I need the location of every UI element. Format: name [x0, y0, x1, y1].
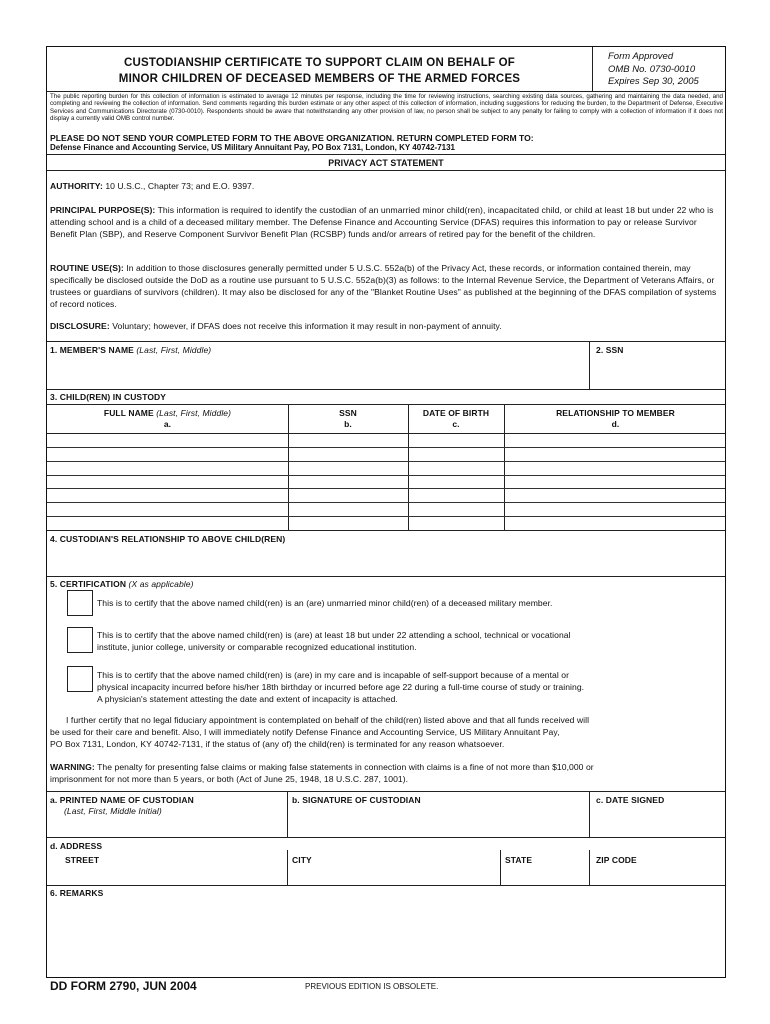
disclosure-paragraph: [50, 320, 722, 332]
approval-line2: OMB No. 0730-0010: [608, 63, 696, 75]
child-dob-cell[interactable]: [410, 448, 502, 460]
burden-statement: The public reporting burden for this collection of information is estimated to average 12 minutes per response, including the time for reviewing instructions, searching existing data sources, gathering and maintaining the data needed, and completing and reviewing the collection of information. Send comments regarding this burden estimate or any other aspect of this collection of information, including suggestions for reducing the burden, to the Department of Defense, Executive Services and Communications Directorate (0730-0010). Respondents should be aware that notwithstanding any other provision of law, no person shall be subject to any penalty for failing to comply with a collection of information if it does not display a currently valid OMB control number.: [50, 93, 723, 122]
city-field[interactable]: [292, 867, 497, 881]
purpose-paragraph: [50, 204, 722, 240]
further-line1: I further certify that no legal fiduciary appointment is contemplated on behalf of the child(ren) listed above and that all funds received will: [66, 715, 590, 725]
certify-minor-checkbox[interactable]: [67, 590, 93, 616]
purpose-text: This information is required to identify the custodian of an unmarried minor child(ren), incapacitated child, or child at least 18 but under 22 who is attending school and is a child of a deceased military member. The Defense Finance and Accounting Service (DFAS) requires this information to pay or release Survivor Benefit Plan (SBP), and Reserve Component Survivor Benefit Plan (RCSBP) funds and/or arrears of retired pay for the benefit of the children.: [50, 205, 714, 239]
col-dob-title: DATE OF BIRTH: [422, 408, 490, 418]
approval-line3: Expires Sep 30, 2005: [608, 76, 699, 87]
child-dob-cell[interactable]: [410, 434, 502, 446]
child-ssn-cell[interactable]: [290, 462, 406, 474]
col-full-name-title: FULL NAME: [103, 408, 154, 418]
child-ssn-cell[interactable]: [290, 489, 406, 501]
routine-use-paragraph: [50, 262, 722, 310]
further-certification: [50, 714, 725, 750]
custodian-signature-label: b. SIGNATURE OF CUSTODIAN: [292, 795, 421, 805]
member-name-label-text: 1. MEMBER'S NAME: [50, 345, 134, 355]
certify-student-line1: This is to certify that the above named child(ren) is (are) at least 18 but under 22 attending a school, technical or vocational: [97, 630, 571, 640]
child-dob-cell[interactable]: [410, 462, 502, 474]
further-line2: be used for their care and benefit. Also, I will immediately notify Defense Finance and Accounting Service, US Military Annuitant Pay,: [50, 727, 560, 737]
form-title-line2: MINOR CHILDREN OF DECEASED MEMBERS OF THE ARMED FORCES: [118, 73, 521, 85]
child-full-name-cell[interactable]: [49, 434, 286, 446]
custodian-printed-name-title: a. PRINTED NAME OF CUSTODIAN: [50, 795, 194, 805]
remarks-label: 6. REMARKS: [50, 888, 104, 898]
previous-edition-note: PREVIOUS EDITION IS OBSOLETE.: [305, 982, 439, 991]
street-label: STREET: [65, 855, 100, 865]
approval-line1: Form Approved: [608, 51, 674, 62]
child-relationship-cell[interactable]: [506, 434, 725, 446]
child-full-name-cell[interactable]: [49, 489, 286, 501]
certify-incapacity-line3: A physician's statement attesting the date and extent of incapacity is attached.: [97, 694, 398, 704]
return-address: Defense Finance and Accounting Service, US Military Annuitant Pay, PO Box 7131, London, KY 40742-7131: [50, 143, 456, 152]
child-ssn-cell[interactable]: [290, 434, 406, 446]
child-relationship-cell[interactable]: [506, 462, 725, 474]
certify-minor-text: This is to certify that the above named child(ren) is an (are) unmarried minor child(ren) of a deceased military member.: [97, 598, 553, 608]
return-warning: PLEASE DO NOT SEND YOUR COMPLETED FORM TO THE ABOVE ORGANIZATION. RETURN COMPLETED FORM TO:: [50, 133, 534, 143]
col-full-name-hint: (Last, First, Middle): [156, 408, 232, 418]
address-label: d. ADDRESS: [50, 841, 103, 851]
col-full-name-header: [47, 408, 288, 430]
col-dob-letter: c.: [452, 419, 460, 429]
remarks-field[interactable]: [50, 901, 722, 973]
omb-approval-block: [608, 51, 699, 89]
col-dob-header: [408, 408, 504, 430]
penalty-warning-label: WARNING:: [50, 762, 95, 772]
col-full-name-letter: a.: [163, 419, 172, 429]
city-label: CITY: [292, 855, 312, 865]
member-name-field[interactable]: [50, 358, 586, 386]
child-relationship-cell[interactable]: [506, 489, 725, 501]
certify-student-line2: institute, junior college, university or comparable recognized educational institution.: [97, 642, 417, 652]
child-ssn-cell[interactable]: [290, 448, 406, 460]
certification-label: [50, 579, 194, 589]
certify-incapacity-text: [97, 669, 722, 705]
child-dob-cell[interactable]: [410, 489, 502, 501]
custodian-relationship-label: 4. CUSTODIAN'S RELATIONSHIP TO ABOVE CHILD(REN): [50, 534, 286, 544]
child-dob-cell[interactable]: [410, 476, 502, 488]
authority-label: AUTHORITY:: [50, 181, 103, 191]
col-relationship-title: RELATIONSHIP TO MEMBER: [556, 408, 675, 418]
child-ssn-cell[interactable]: [290, 517, 406, 529]
penalty-warning-line2: imprisonment for not more than 5 years, or both (Act of June 25, 1948, 18 U.S.C. 287, 1001).: [50, 774, 409, 784]
disclosure-label: DISCLOSURE:: [50, 321, 110, 331]
child-full-name-cell[interactable]: [49, 476, 286, 488]
form-number: DD FORM 2790, JUN 2004: [50, 979, 197, 993]
state-field[interactable]: [505, 867, 585, 881]
custodian-signature-field[interactable]: [292, 807, 587, 835]
form-title: [47, 55, 592, 87]
certify-incapacity-line2: physical incapacity incurred before his/her 18th birthday or incurred before age 22 during a full-time course of study or training.: [97, 682, 585, 692]
routine-label: ROUTINE USE(S):: [50, 263, 124, 273]
further-line3: PO Box 7131, London, KY 40742-7131, if the status of (any of) the child(ren) is terminated for any reason whatsoever.: [50, 739, 505, 749]
child-full-name-cell[interactable]: [49, 517, 286, 529]
return-instructions: [50, 133, 534, 153]
authority-text: 10 U.S.C., Chapter 73; and E.O. 9397.: [105, 181, 255, 191]
date-signed-label: c. DATE SIGNED: [596, 795, 665, 805]
child-ssn-cell[interactable]: [290, 476, 406, 488]
child-dob-cell[interactable]: [410, 517, 502, 529]
state-label: STATE: [505, 855, 533, 865]
child-dob-cell[interactable]: [410, 503, 502, 515]
zip-code-label: ZIP CODE: [596, 855, 637, 865]
member-name-label: [50, 345, 211, 355]
child-relationship-cell[interactable]: [506, 448, 725, 460]
child-relationship-cell[interactable]: [506, 503, 725, 515]
routine-text: In addition to those disclosures generally permitted under 5 U.S.C. 552a(b) of the Privacy Act, these records, or information contained therein, may specifically be disclosed outside the DoD as a routine use pursuant to 5 U.S.C. 552a(b)(3) as follows: to the Internal Revenue Service, the Department of Veterans Affairs, or trustees or guardians of survivors (children). It may also be disclosed for any of the "Blanket Routine Uses" as published at the beginning of the DFAS compilation of systems of record notices.: [50, 263, 717, 309]
col-ssn-header: [288, 408, 408, 430]
date-signed-field[interactable]: [595, 807, 723, 835]
col-relationship-header: [504, 408, 727, 430]
col-ssn-title: SSN: [339, 408, 357, 418]
certification-hint: (X as applicable): [128, 579, 194, 589]
member-name-hint: (Last, First, Middle): [136, 345, 212, 355]
certification-label-text: 5. CERTIFICATION: [50, 579, 127, 589]
penalty-warning: [50, 761, 725, 785]
custodianship-form: [46, 46, 726, 978]
street-field[interactable]: [50, 867, 284, 881]
form-title-line1: CUSTODIANSHIP CERTIFICATE TO SUPPORT CLAIM ON BEHALF OF: [124, 57, 515, 69]
disclosure-text: Voluntary; however, if DFAS does not receive this information it may result in non-payment of annuity.: [112, 321, 502, 331]
child-full-name-cell[interactable]: [49, 503, 286, 515]
authority-paragraph: [50, 180, 722, 192]
custodian-printed-name-hint: (Last, First, Middle Initial): [64, 806, 162, 816]
custodian-printed-name-label: [50, 795, 194, 817]
child-full-name-cell[interactable]: [49, 448, 286, 460]
child-relationship-cell[interactable]: [506, 476, 725, 488]
col-ssn-letter: b.: [344, 419, 352, 429]
custodian-printed-name-field[interactable]: [50, 819, 284, 835]
certify-student-text: [97, 629, 722, 653]
privacy-act-heading: PRIVACY ACT STATEMENT: [328, 158, 444, 168]
child-relationship-cell[interactable]: [506, 517, 725, 529]
zip-code-field[interactable]: [595, 867, 723, 881]
child-ssn-cell[interactable]: [290, 503, 406, 515]
member-ssn-label: 2. SSN: [596, 345, 624, 355]
child-full-name-cell[interactable]: [49, 462, 286, 474]
member-ssn-field[interactable]: [595, 358, 723, 386]
purpose-label: PRINCIPAL PURPOSE(S):: [50, 205, 156, 215]
certify-student-checkbox[interactable]: [67, 627, 93, 653]
children-in-custody-label: 3. CHILD(REN) IN CUSTODY: [50, 392, 167, 402]
certify-incapacity-line1: This is to certify that the above named child(ren) is (are) in my care and is incapable of self-support because of a mental or: [97, 670, 570, 680]
custodian-relationship-field[interactable]: [50, 547, 722, 573]
penalty-warning-line1: The penalty for presenting false claims or making false statements in connection with claims is a fine of not more than $10,000 or: [97, 762, 594, 772]
certify-incapacity-checkbox[interactable]: [67, 666, 93, 692]
col-relationship-letter: d.: [611, 419, 620, 429]
